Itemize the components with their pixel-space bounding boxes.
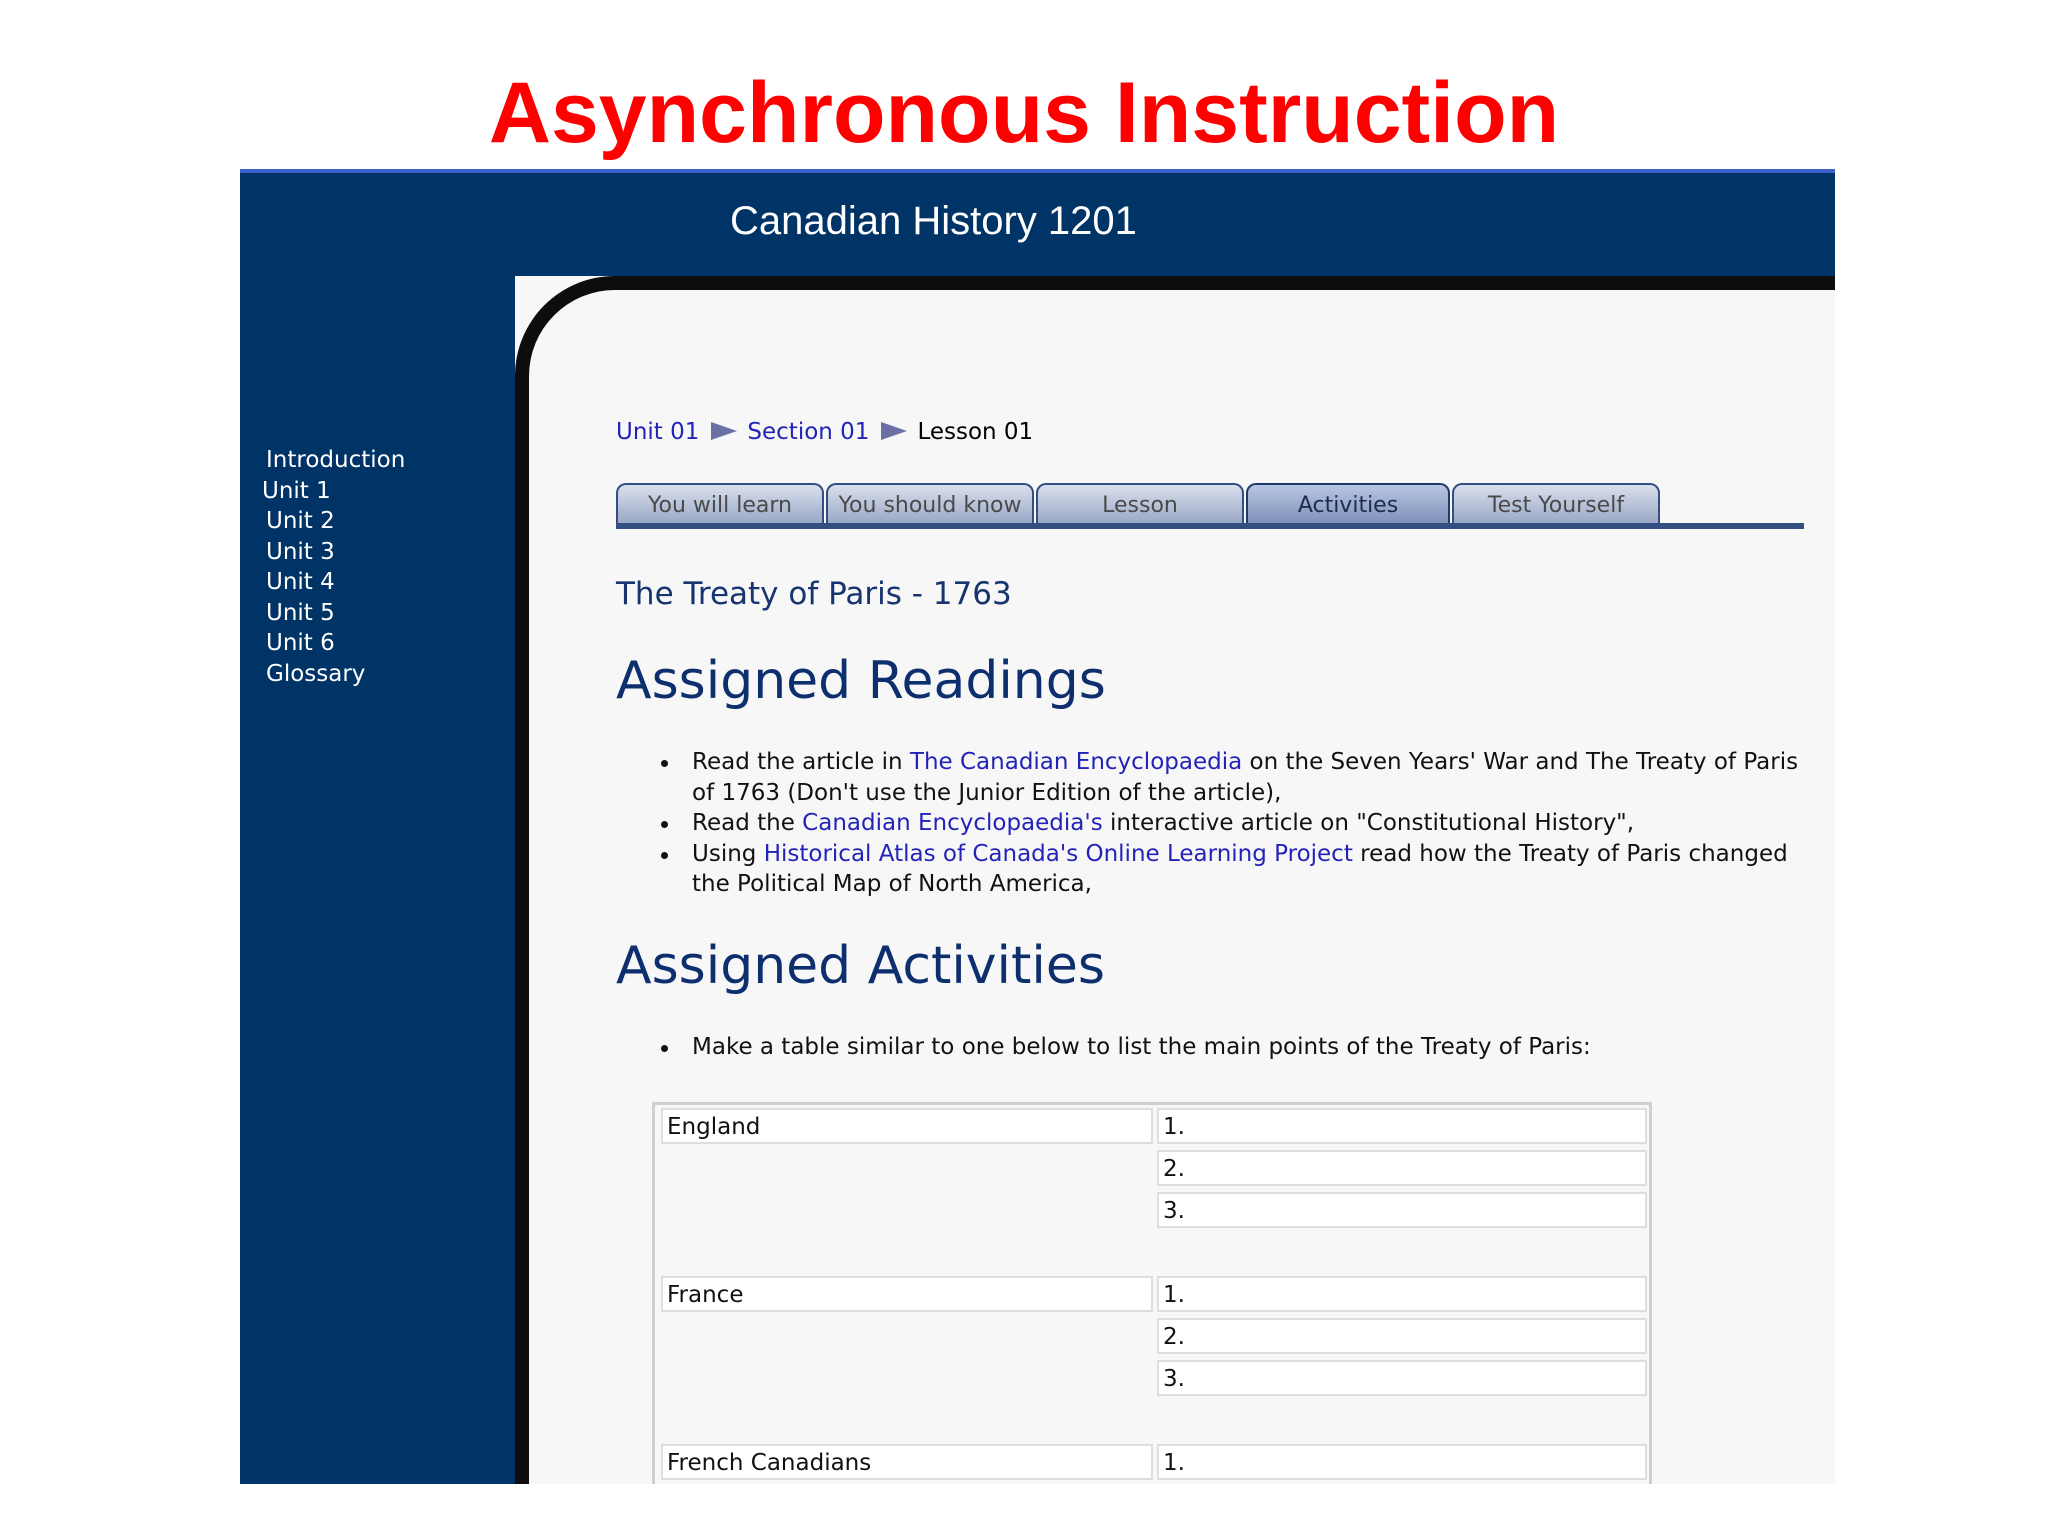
sidebar-item-unit-6[interactable]: Unit 6 (266, 630, 335, 656)
reading-item (616, 839, 1816, 900)
tab-you-will-learn[interactable]: You will learn (616, 483, 824, 523)
activity-item: Make a table similar to one below to list the main points of the Treaty of Paris: (616, 1032, 1816, 1063)
sidebar-item-unit-3[interactable]: Unit 3 (266, 538, 335, 565)
table-point-cell: 1. (1157, 1444, 1647, 1480)
reading-text: on the Seven Years' War and The Treaty of Paris of 1763 (Don't use the Junior Edition of the article), (692, 749, 1799, 806)
breadcrumb-section-link[interactable]: Section 01 (747, 419, 870, 445)
historical-atlas-link[interactable]: Historical Atlas of Canada's Online Learning Project (763, 840, 1353, 867)
sidebar-item-unit-1[interactable]: Unit 1 (262, 477, 331, 504)
sidebar-item-unit-4[interactable]: Unit 4 (266, 569, 335, 595)
tab-lesson[interactable]: Lesson (1036, 483, 1244, 523)
reading-item (616, 747, 1816, 808)
sidebar-nav (262, 445, 405, 689)
tab-you-should-know[interactable]: You should know (826, 483, 1034, 523)
content-area-left (515, 376, 615, 1484)
tab-bar (616, 483, 1804, 529)
slide-title: Asynchronous Instruction (488, 65, 1560, 161)
lesson-title: The Treaty of Paris - 1763 (616, 576, 1012, 612)
reading-text: Using (692, 840, 764, 867)
readings-heading: Assigned Readings (616, 651, 1106, 711)
table-point-cell: 3. (1157, 1192, 1647, 1228)
content-corner (515, 276, 615, 376)
readings-list (616, 747, 1816, 900)
reading-item (616, 808, 1816, 839)
reading-text: Read the (692, 810, 803, 836)
tab-test-yourself[interactable]: Test Yourself (1452, 483, 1660, 523)
breadcrumb (616, 419, 1033, 445)
sidebar-item-glossary[interactable]: Glossary (266, 660, 366, 687)
table-point-cell: 1. (1157, 1276, 1647, 1312)
table-row-label: France (661, 1276, 1153, 1312)
reading-text: interactive article on "Constitutional History", (1102, 810, 1635, 836)
breadcrumb-unit-link[interactable]: Unit 01 (616, 419, 700, 445)
table-row-label: England (661, 1108, 1153, 1144)
reading-text: read how the Treaty of Paris changed the Political Map of North America, (692, 840, 1788, 897)
sidebar (240, 173, 515, 1484)
browser-screenshot (240, 169, 1835, 1484)
table-point-cell: 2. (1157, 1150, 1647, 1186)
course-title: Canadian History 1201 (730, 199, 1137, 243)
table-point-cell: 3. (1157, 1360, 1647, 1396)
encyclopaedia-interactive-link[interactable]: Canadian Encyclopaedia's (802, 810, 1103, 836)
canadian-encyclopedia-link[interactable]: The Canadian Encyclopaedia (909, 749, 1243, 775)
sidebar-item-unit-2[interactable]: Unit 2 (266, 508, 335, 534)
table-row-label: French Canadians (661, 1444, 1153, 1480)
activities-list (616, 1032, 1816, 1063)
treaty-points-table (652, 1102, 1652, 1484)
reading-text: Read the article in (692, 749, 910, 775)
activities-heading: Assigned Activities (616, 936, 1105, 996)
sidebar-item-unit-5[interactable]: Unit 5 (266, 599, 335, 626)
breadcrumb-current-lesson: Lesson 01 (917, 419, 1034, 445)
breadcrumb-arrow-icon (711, 422, 737, 440)
table-point-cell: 2. (1157, 1318, 1647, 1354)
table-point-cell: 1. (1157, 1108, 1647, 1144)
breadcrumb-arrow-icon (881, 422, 907, 440)
tab-activities[interactable]: Activities (1246, 483, 1450, 523)
sidebar-item-introduction[interactable]: Introduction (266, 447, 406, 473)
